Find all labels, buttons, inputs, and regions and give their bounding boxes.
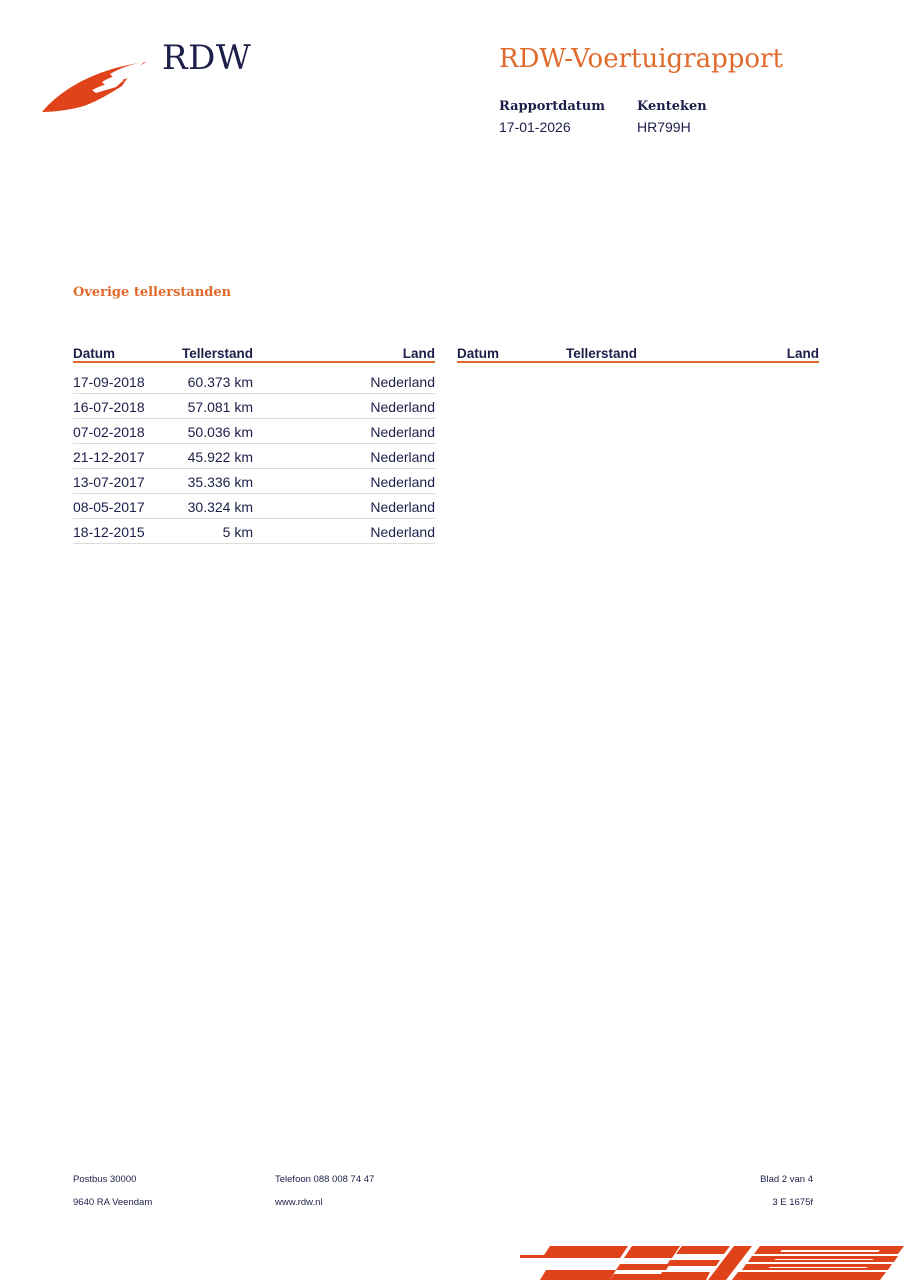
row-country: Nederland	[253, 419, 435, 444]
table-row	[73, 369, 435, 394]
column-header-count: Tellerstand	[173, 344, 253, 362]
logo-text: RDW	[162, 38, 252, 78]
rdw-logo-icon	[40, 56, 150, 116]
footer-website: www.rdw.nl	[275, 1197, 323, 1208]
page-title: RDW-Voertuigrapport	[499, 44, 783, 74]
license-plate-label: Kenteken	[637, 99, 707, 114]
table-row	[73, 469, 435, 494]
column-header-date: Datum	[73, 344, 173, 362]
column-header-date: Datum	[457, 344, 557, 362]
row-country: Nederland	[253, 469, 435, 494]
odometer-table-left	[73, 344, 435, 544]
column-header-count: Tellerstand	[557, 344, 637, 362]
row-date: 18-12-2015	[73, 519, 173, 544]
row-country: Nederland	[253, 494, 435, 519]
row-count: 5 km	[173, 519, 253, 544]
section-title: Overige tellerstanden	[73, 285, 232, 300]
row-count: 57.081 km	[173, 394, 253, 419]
footer-address: 9640 RA Veendam	[73, 1197, 153, 1208]
row-count: 45.922 km	[173, 444, 253, 469]
license-plate-block	[637, 98, 707, 136]
odometer-table-right	[457, 344, 819, 363]
rdw-stripes-graphic-icon	[520, 1246, 904, 1280]
row-count: 35.336 km	[173, 469, 253, 494]
row-country: Nederland	[253, 394, 435, 419]
page-number: Blad 2 van 4	[760, 1174, 813, 1185]
row-date: 13-07-2017	[73, 469, 173, 494]
footer-postbus: Postbus 30000	[73, 1174, 137, 1185]
column-header-country: Land	[637, 344, 819, 362]
row-country: Nederland	[253, 369, 435, 394]
report-date-label: Rapportdatum	[499, 99, 605, 114]
row-count: 30.324 km	[173, 494, 253, 519]
row-count: 50.036 km	[173, 419, 253, 444]
report-date-block	[499, 98, 605, 136]
row-date: 21-12-2017	[73, 444, 173, 469]
row-date: 07-02-2018	[73, 419, 173, 444]
table-row	[73, 444, 435, 469]
table-row	[73, 419, 435, 444]
column-header-country: Land	[253, 344, 435, 362]
report-date-value: 17-01-2026	[499, 119, 571, 135]
row-count: 60.373 km	[173, 369, 253, 394]
table-row	[73, 519, 435, 544]
document-code: 3 E 1675f	[772, 1197, 813, 1208]
license-plate-value: HR799H	[637, 119, 691, 135]
row-date: 16-07-2018	[73, 394, 173, 419]
footer-phone: Telefoon 088 008 74 47	[275, 1174, 375, 1185]
row-country: Nederland	[253, 519, 435, 544]
row-date: 08-05-2017	[73, 494, 173, 519]
row-country: Nederland	[253, 444, 435, 469]
table-row	[73, 394, 435, 419]
table-row	[73, 494, 435, 519]
row-date: 17-09-2018	[73, 369, 173, 394]
